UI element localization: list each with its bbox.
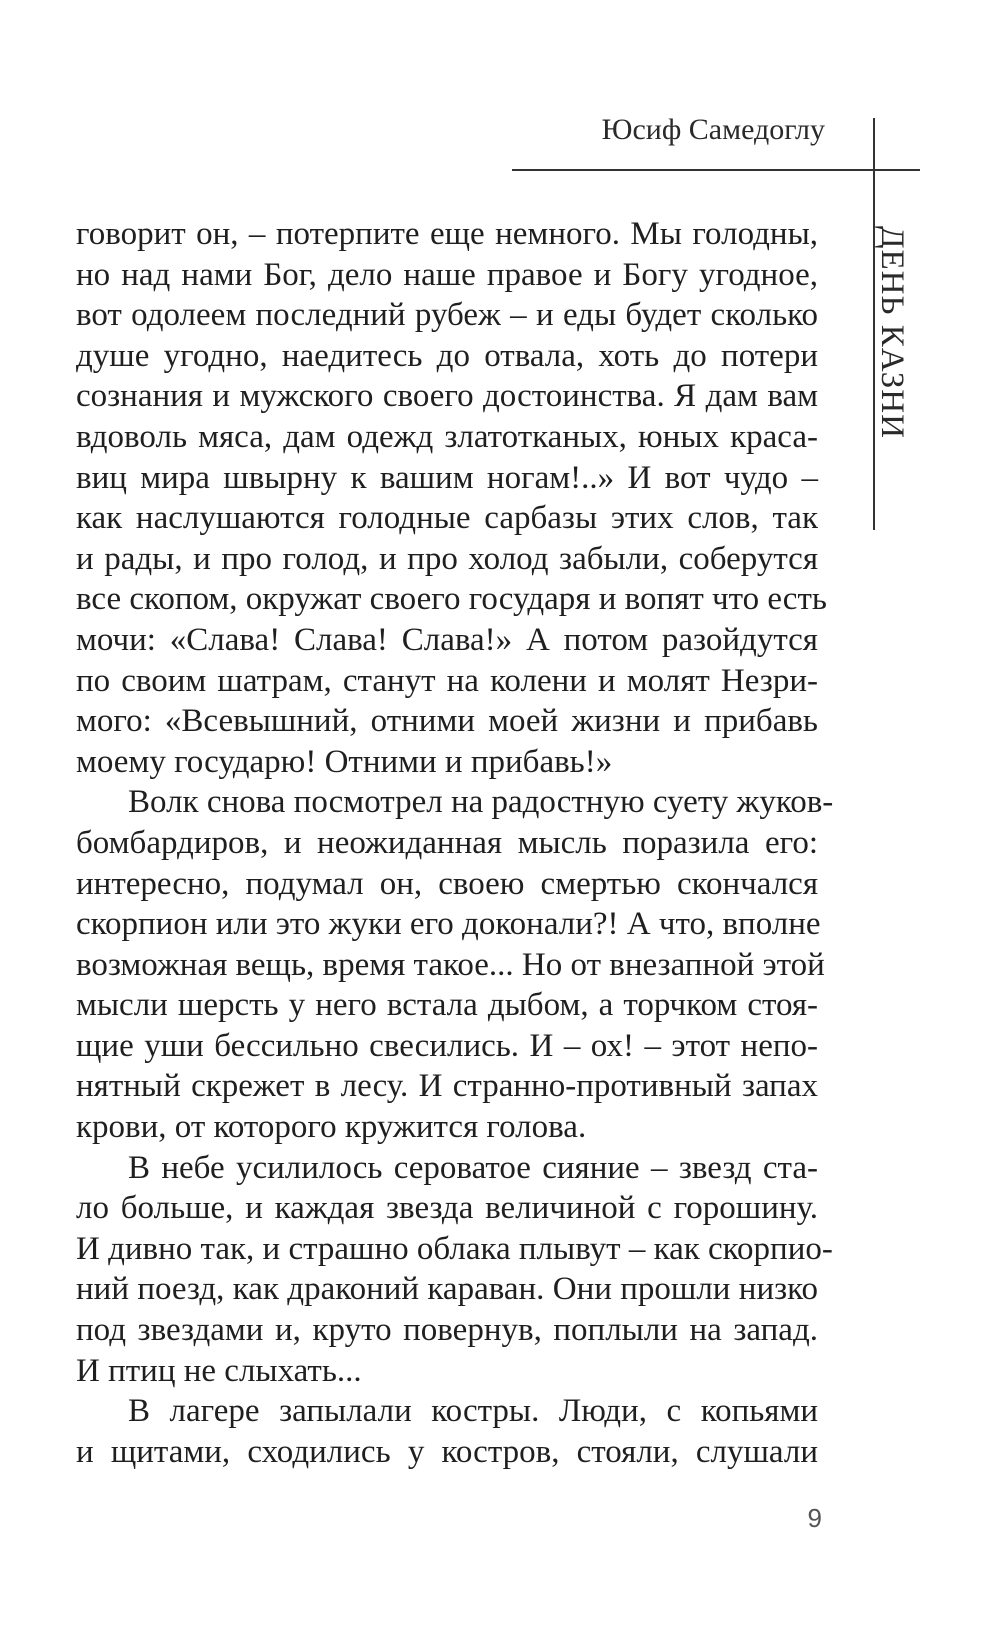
text-line: возможная вещь, время такое... Но от внезапной этой (76, 946, 825, 983)
text-line: интересно, подумал он, своею смертью скончался (76, 865, 818, 902)
text-line: под звездами и, круто повернув, поплыли на запад. (76, 1312, 818, 1349)
text-line: мочи: «Слава! Слава! Слава!» А потом разойдутся (76, 621, 818, 658)
page-number: 9 (807, 1503, 822, 1533)
text-line: сознания и мужского своего достоинства. Я дам вам (76, 378, 818, 415)
text-line: Волк снова посмотрел на радостную суету жуков- (128, 784, 834, 821)
body-text (76, 214, 834, 1472)
text-line: и щитами, сходились у костров, стояли, слушали (76, 1433, 818, 1470)
text-line: душе угодно, наедитесь до отвала, хоть до потери (76, 337, 818, 374)
text-line: мысли шерсть у него встала дыбом, а торчком стоя- (76, 987, 818, 1024)
text-line: как наслушаются голодные сарбазы этих слов, так (76, 500, 818, 537)
text-line: мого: «Всевышний, отними моей жизни и прибавь (76, 703, 818, 740)
text-line: ний поезд, как драконий караван. Они прошли низко (76, 1271, 818, 1308)
text-line: И птиц не слыхать... (76, 1352, 362, 1389)
running-head-author: Юсиф Самедоглу (601, 113, 825, 146)
text-line: и рады, и про голод, и про холод забыли, соберутся (76, 540, 818, 577)
text-line: но над нами Бог, дело наше правое и Богу угодное, (76, 256, 818, 293)
text-line: говорит он, – потерпите еще немного. Мы голодны, (76, 216, 818, 252)
text-line: моему государю! Отними и прибавь!» (76, 743, 613, 780)
text-line: В лагере запылали костры. Люди, с копьями (128, 1393, 818, 1430)
text-line: крови, от которого кружится голова. (76, 1109, 587, 1146)
text-line: ло больше, и каждая звезда величиной с горошину. (76, 1190, 818, 1227)
text-line: нятный скрежет в лесу. И странно-противный запах (76, 1068, 818, 1105)
text-line: щие уши бессильно свесились. И – ох! – этот непо- (76, 1027, 818, 1064)
text-line: виц мира швырну к вашим ногам!..» И вот чудо – (76, 459, 818, 496)
header-rule (512, 169, 920, 171)
text-line: вот одолеем последний рубеж – и еды будет сколько (76, 297, 818, 334)
text-line: В небе усилилось сероватое сияние – звезд ста- (128, 1149, 818, 1186)
text-line: по своим шатрам, станут на колени и молят Незри- (76, 662, 818, 699)
text-line: бомбардиров, и неожиданная мысль поразила его: (76, 824, 818, 861)
text-line: И дивно так, и страшно облака плывут – как скорпио- (76, 1230, 833, 1267)
text-line: скорпион или это жуки его доконали?! А что, вполне (76, 906, 821, 943)
running-head-book-title: ДЕНЬ КАЗНИ (874, 226, 910, 439)
text-line: вдоволь мяса, дам одежд златотканых, юных краса- (76, 418, 818, 455)
text-line: все скопом, окружат своего государя и вопят что есть (76, 581, 827, 618)
